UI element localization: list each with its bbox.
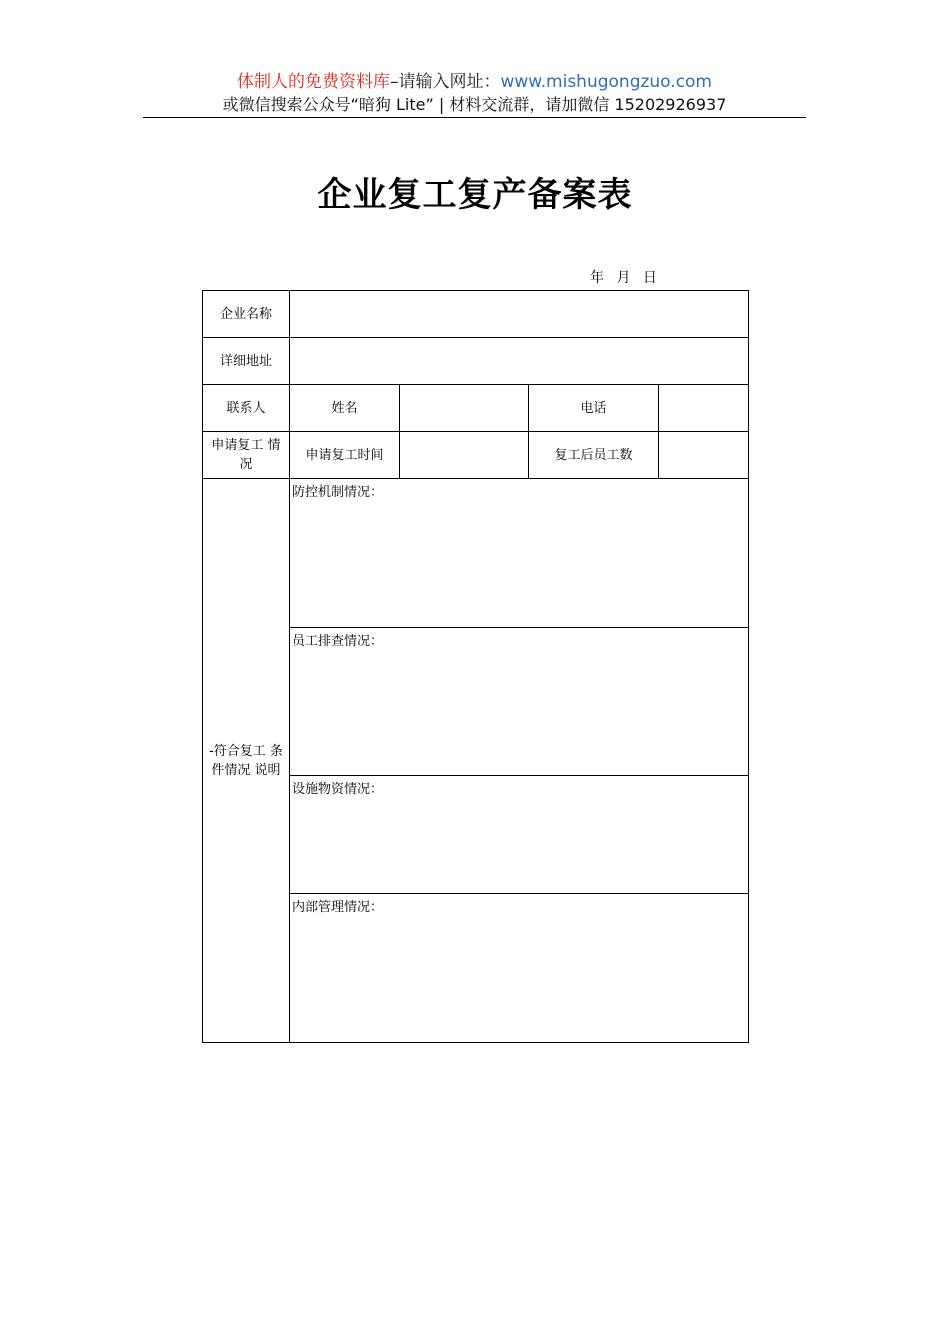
- apply-time-field[interactable]: [400, 432, 529, 479]
- date-line: 年 月 日: [590, 270, 661, 286]
- name-field[interactable]: [400, 385, 529, 432]
- facilities-supplies-field[interactable]: [290, 776, 749, 894]
- header-contact-line: 或微信搜索公众号“暗狗 Lite” | 材料交流群，请加微信 15202926937: [222, 95, 727, 114]
- company-name-field[interactable]: [290, 291, 749, 338]
- header-divider: [143, 117, 806, 118]
- form-row-application: [203, 432, 749, 479]
- application-label: 申请复工 情况: [203, 432, 290, 479]
- form-row-company: [203, 291, 749, 338]
- form-row-address: [203, 338, 749, 385]
- employee-count-field[interactable]: [659, 432, 749, 479]
- internal-management-field[interactable]: [290, 894, 749, 1043]
- header-prompt: –请输入网址：: [389, 72, 501, 92]
- document-title: 企业复工复产备案表: [317, 175, 633, 215]
- form-row-contact: [203, 385, 749, 432]
- header-website-link[interactable]: www.mishugongzuo.com: [500, 72, 712, 92]
- conditions-label: -符合复工 条件情况 说明: [203, 479, 290, 1043]
- employee-count-label: 复工后员工数: [529, 432, 659, 479]
- page-header: [143, 70, 806, 116]
- name-label: 姓名: [290, 385, 400, 432]
- phone-label: 电话: [529, 385, 659, 432]
- filing-form-table: [202, 290, 749, 1043]
- header-brand: 体制人的免费资料库: [236, 72, 390, 92]
- apply-time-label: 申请复工时间: [290, 432, 400, 479]
- contact-label: 联系人: [203, 385, 290, 432]
- employee-screening-label: 员工排查情况：: [292, 634, 384, 649]
- form-row-prevention: [203, 479, 749, 628]
- employee-screening-field[interactable]: [290, 628, 749, 776]
- internal-management-label: 内部管理情况：: [292, 900, 384, 915]
- address-field[interactable]: [290, 338, 749, 385]
- facilities-supplies-label: 设施物资情况：: [292, 782, 384, 797]
- prevention-mechanism-label: 防控机制情况：: [292, 485, 384, 500]
- company-name-label: 企业名称: [203, 291, 290, 338]
- header-promo-line: [143, 70, 806, 94]
- prevention-mechanism-field[interactable]: [290, 479, 749, 628]
- address-label: 详细地址: [203, 338, 290, 385]
- phone-field[interactable]: [659, 385, 749, 432]
